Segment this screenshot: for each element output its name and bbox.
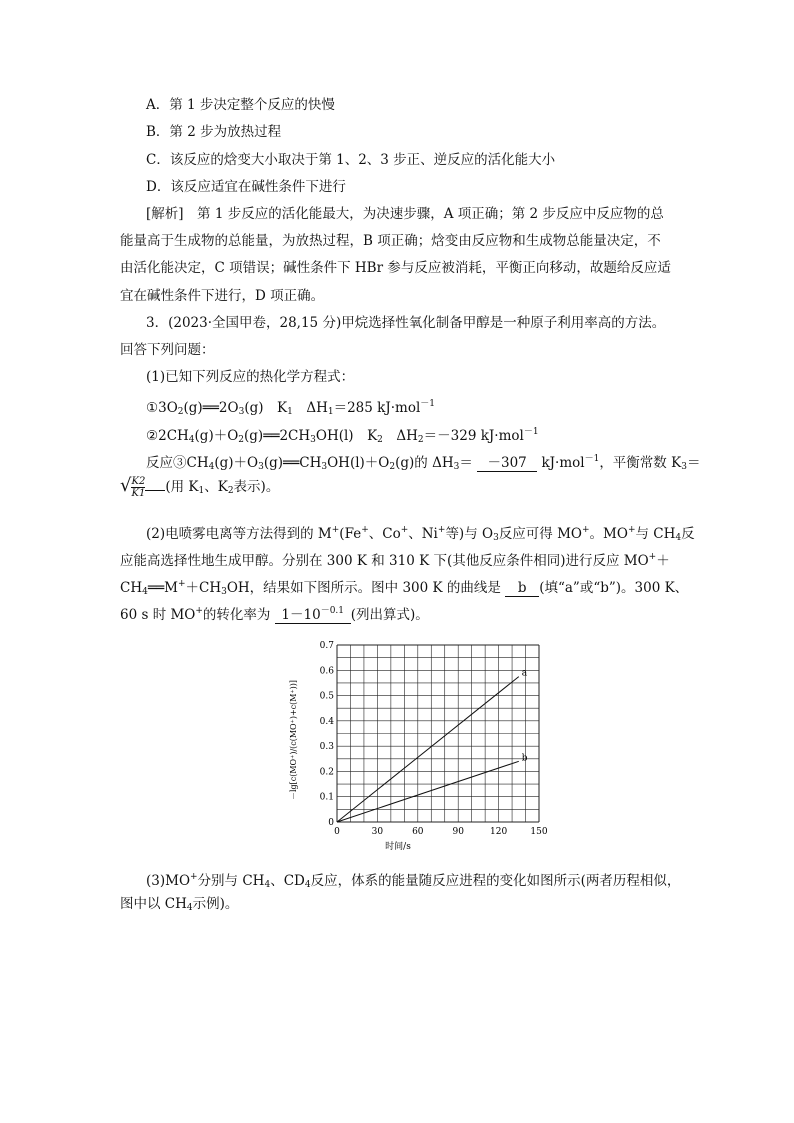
series-label-b: b [521, 753, 528, 764]
answer-conversion: $1-10^{-0.1}$ [275, 603, 351, 624]
analysis-line-1: [解析] 第 1 步反应的活化能最大，为决速步骤，A 项正确；第 2 步反应中反应物的总 [146, 206, 664, 222]
equation-3: 反应$③CH_4(g)+O_3(g)══CH_3OH(l)+O_2(g)$的 $\Delta H_3= -307$ kJ·mol$^{-1}$，平衡常数 $K_3=$ [146, 454, 701, 472]
answer-delta-h3: －307 [477, 455, 537, 472]
y-tick-label: 0.3 [319, 742, 334, 753]
analysis-line-2: 能量高于生成物的总能量，为放热过程，B 项正确；焓变由反应物和生成物总能量决定，不 [120, 233, 661, 249]
y-axis-label: －lg[c(MO⁺)/(c(MO⁺)+c(M⁺))] [289, 679, 298, 801]
part-2-line-2: 应能高选择性地生成甲醇。分别在 300 K 和 310 K 下(其他反应条件相同)进行反应 MO+＋ [120, 552, 670, 569]
series-line-b [337, 761, 519, 822]
equation-2: $②2CH_4(g)+O_2(g)══2CH_3OH(l)$ $K_2$ $\Delta H_2=-329$ kJ·mol$^{-1}$ [146, 427, 539, 445]
option-b: B．第 2 步为放热过程 [146, 124, 282, 140]
y-tick-label: 0.6 [319, 666, 334, 677]
chart-grid [337, 645, 539, 822]
x-tick-label: 90 [452, 827, 464, 837]
x-tick-label: 150 [530, 827, 548, 837]
y-tick-label: 0.4 [319, 716, 334, 727]
y-tick-label: 0.1 [319, 792, 334, 803]
k3-fraction: $\frac{K2}{K1}$ [131, 476, 146, 499]
y-tick-label: 0.2 [319, 767, 334, 778]
part-2-line-4: 60 s 时 MO+的转化率为 $1-10^{-0.1}$ (列出算式)。 [120, 603, 429, 624]
x-tick-label: 0 [334, 827, 340, 837]
part-1-heading: (1)已知下列反应的热化学方程式： [146, 369, 355, 385]
part-3-line-1: (3)MO+分别与 $CH_4$、$CD_4$反应，体系的能量随反应进程的变化如图所示(两者历程相似， [146, 872, 681, 890]
part-2-line-3: $CH_4══M^++CH_3OH$，结果如下图所示。图中 300 K 的曲线是 b (填“a”或“b”)。300 K、 [120, 579, 689, 597]
y-tick-label: 0.5 [319, 691, 334, 702]
question-3-intro: 回答下列问题： [120, 342, 215, 358]
y-tick-label: 0.7 [319, 641, 334, 651]
equation-1: $①3O_2(g)══2O_3(g)$ $K_1$ $\Delta H_1=285$ kJ·mol$^{-1}$ [146, 399, 436, 417]
part-2-line-1: (2)电喷雾电离等方法得到的 M+(Fe+、Co+、Ni+等)与 $O_3$反应可得 MO+。MO+与 $CH_4$反 [146, 525, 695, 543]
analysis-line-3: 由活化能决定，C 项错误；碱性条件下 HBr 参与反应被消耗，平衡正向移动，故题给反应适 [120, 260, 671, 276]
series-line-a [337, 677, 519, 822]
option-d: D．该反应适宜在碱性条件下进行 [146, 179, 346, 195]
part-3-line-2: 图中以 $CH_4$示例)。 [120, 896, 239, 913]
y-tick-label: 0 [328, 818, 334, 828]
line-chart [280, 635, 560, 860]
option-c: C．该反应的焓变大小取决于第 1、2、3 步正、逆反应的活化能大小 [146, 152, 556, 168]
option-a: A．第 1 步决定整个反应的快慢 [146, 97, 335, 113]
answer-curve: b [505, 580, 539, 597]
x-tick-label: 120 [490, 827, 508, 837]
analysis-line-4: 宜在碱性条件下进行，D 项正确。 [120, 288, 325, 304]
x-tick-label: 30 [371, 827, 384, 837]
chart-series [337, 669, 528, 822]
x-axis-label: 时间/s [385, 842, 411, 852]
question-3-title: 3．(2023·全国甲卷，28,15 分)甲烷选择性氧化制备甲醇是一种原子利用率高的方法。 [146, 315, 666, 331]
x-tick-label: 60 [412, 827, 424, 837]
series-label-a: a [521, 668, 528, 679]
equation-3-answer: √ $\frac{K2}{K1}$ (用 $K_1$、$K_2$表示)。 [120, 475, 280, 499]
